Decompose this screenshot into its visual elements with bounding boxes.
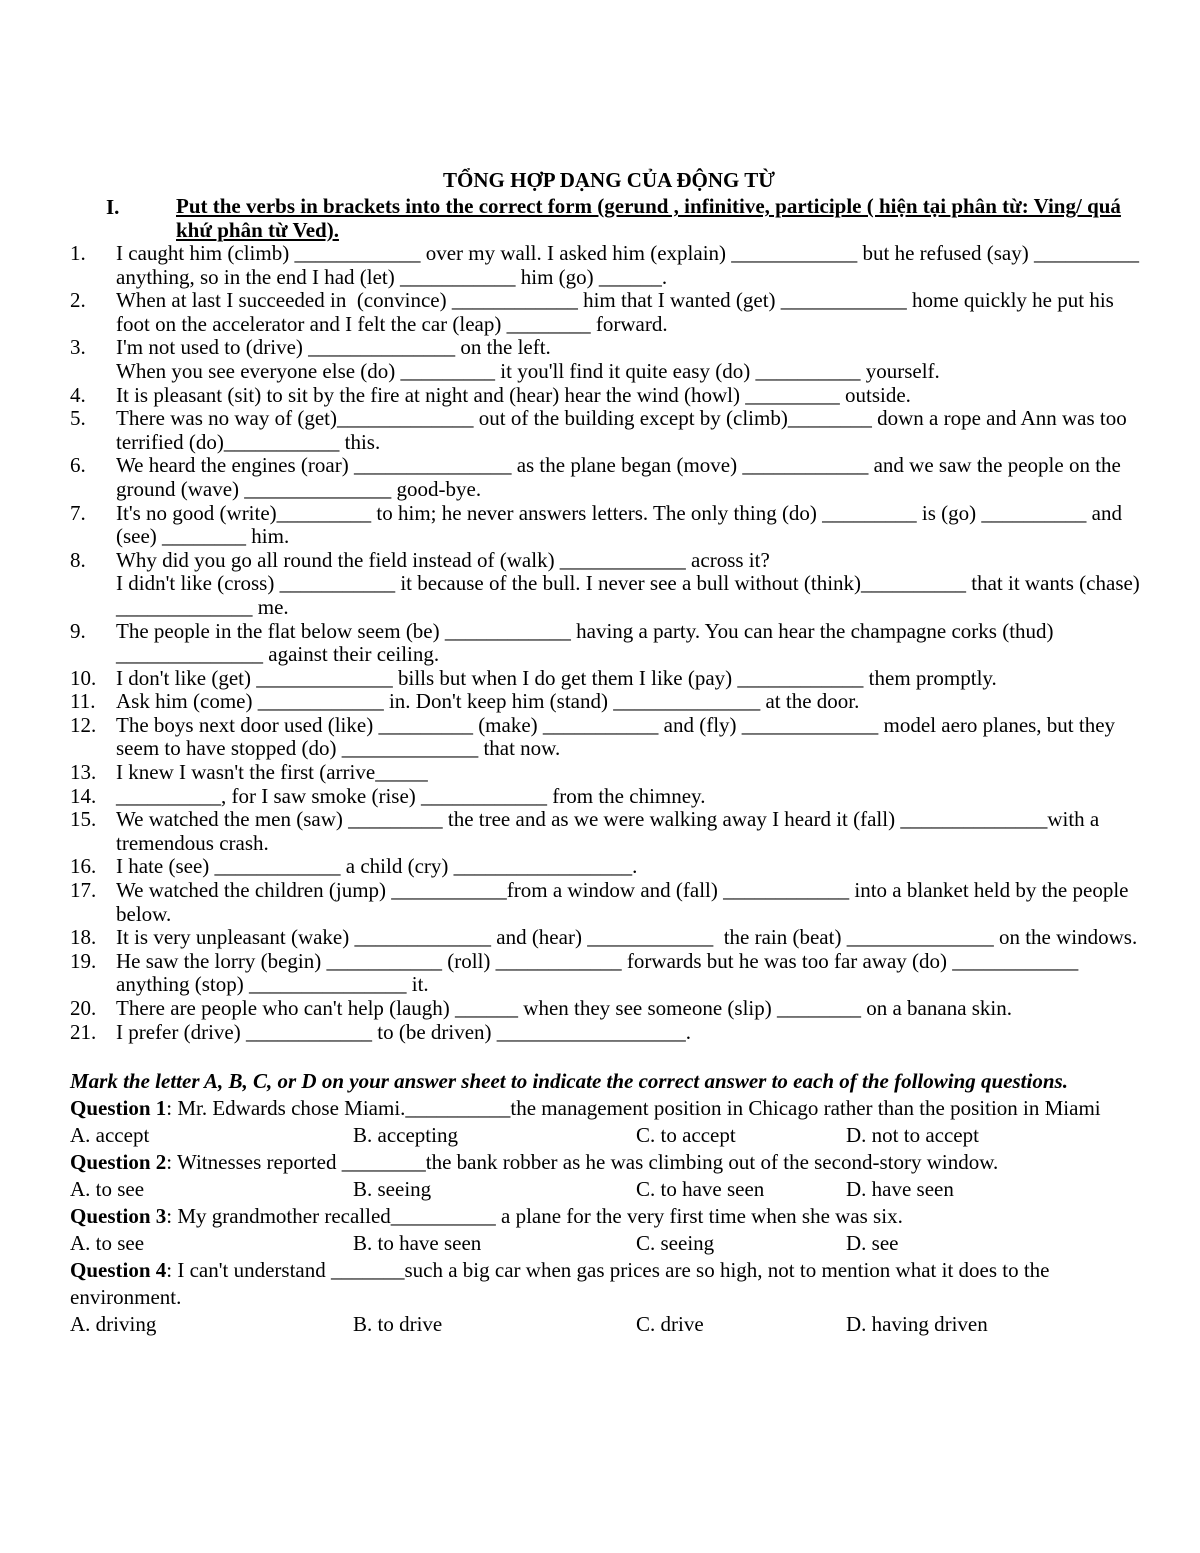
answer-options xyxy=(70,1311,1150,1338)
exercise-item xyxy=(70,714,1150,761)
item-number: 5. xyxy=(70,406,86,431)
exercise-item xyxy=(70,454,1150,501)
option-a: A. to see xyxy=(70,1177,145,1201)
question-text: : My grandmother recalled__________ a plane for the very first time when she was six. xyxy=(166,1204,903,1228)
page-title: TỔNG HỢP DẠNG CỦA ĐỘNG TỪ xyxy=(443,168,775,192)
question xyxy=(70,1095,1150,1122)
item-text: The people in the flat below seem (be) ____________ having a party. You can hear the champagne corks (thud) ______________ against their ceiling. xyxy=(116,618,1059,667)
option-b: B. to have seen xyxy=(353,1231,482,1255)
multiple-choice-section xyxy=(70,1068,1150,1338)
item-text: __________, for I saw smoke (rise) ____________ from the chimney. xyxy=(116,783,706,808)
item-text: There was no way of (get)_____________ out of the building except by (climb)________ down a rope and Ann was too terrified (do)___________ this. xyxy=(116,406,1132,454)
item-text: The boys next door used (like) _________ (make) ___________ and (fly) _____________ model aero planes, but they seem to have stopped (do) _____________ that now. xyxy=(116,712,1121,761)
item-number: 1. xyxy=(70,241,86,265)
question-text: : Witnesses reported ________the bank robber as he was climbing out of the second-story window. xyxy=(166,1150,999,1174)
exercise-item xyxy=(70,879,1150,926)
item-text: I prefer (drive) ____________ to (be driven) __________________. xyxy=(116,1019,692,1044)
option-b: B. seeing xyxy=(353,1177,432,1201)
answer-options xyxy=(70,1176,1150,1203)
question-text: : I can't understand _______such a big car when gas prices are so high, not to mention what it does to the environment. xyxy=(70,1258,1050,1309)
exercise-item xyxy=(70,690,1150,714)
exercise-item xyxy=(70,549,1150,620)
item-number: 7. xyxy=(70,500,86,525)
item-number: 15. xyxy=(70,807,97,832)
section-number: I. xyxy=(106,195,120,219)
option-c: C. to have seen xyxy=(636,1177,765,1201)
item-text: We heard the engines (roar) _______________ as the plane began (move) ____________ and we saw the people on the ground (wave) ______________ good-bye. xyxy=(116,453,1127,501)
option-a: A. driving xyxy=(70,1312,157,1336)
exercise-item xyxy=(70,242,1150,289)
exercise-item xyxy=(70,855,1150,879)
question-label: Question 2 xyxy=(70,1150,167,1174)
item-text: It is very unpleasant (wake) _____________ and (hear) ____________ the rain (beat) ______________ on the windows. xyxy=(116,925,1138,950)
option-d: D. see xyxy=(846,1231,899,1255)
exercise-item xyxy=(70,926,1150,950)
item-number: 16. xyxy=(70,854,97,879)
item-text: I'm not used to (drive) ______________ on the left. When you see everyone else (do) _________ it you'll find it quite easy (do) __________ yourself. xyxy=(116,335,940,383)
item-number: 13. xyxy=(70,760,97,785)
item-number: 12. xyxy=(70,712,97,737)
item-number: 2. xyxy=(70,288,86,313)
option-d: D. have seen xyxy=(846,1177,954,1201)
exercise-item xyxy=(70,761,1150,785)
option-a: A. accept xyxy=(70,1123,150,1147)
item-text: I don't like (get) _____________ bills but when I do get them I like (pay) ____________ them promptly. xyxy=(116,665,997,690)
question-label: Question 4 xyxy=(70,1258,167,1282)
item-number: 21. xyxy=(70,1019,97,1044)
answer-options xyxy=(70,1122,1150,1149)
option-a: A. to see xyxy=(70,1231,145,1255)
exercise-item xyxy=(70,1021,1150,1045)
question-text: : Mr. Edwards chose Miami.__________the management position in Chicago rather than the position in Miami xyxy=(166,1096,1101,1120)
question-label: Question 3 xyxy=(70,1204,167,1228)
item-number: 3. xyxy=(70,335,86,360)
question xyxy=(70,1149,1150,1176)
item-number: 11. xyxy=(70,689,96,714)
item-number: 14. xyxy=(70,783,97,808)
option-d: D. having driven xyxy=(846,1312,988,1336)
exercise-item xyxy=(70,667,1150,691)
item-text: When at last I succeeded in (convince) ____________ him that I wanted (get) ____________ home quickly he put his foot on the accelerator and I felt the car (leap) ________ forward. xyxy=(116,288,1120,336)
option-b: B. to drive xyxy=(353,1312,443,1336)
item-text: Ask him (come) ____________ in. Don't keep him (stand) ______________ at the door. xyxy=(116,689,860,714)
item-text: I knew I wasn't the first (arrive_____ xyxy=(116,760,428,785)
option-c: C. to accept xyxy=(636,1123,736,1147)
question xyxy=(70,1257,1150,1311)
answer-options xyxy=(70,1230,1150,1257)
section-instruction: Put the verbs in brackets into the correct form (gerund , infinitive, participle ( hiện tại phân từ: Ving/ quá khứ phân từ Ved). xyxy=(176,194,1121,242)
option-d: D. not to accept xyxy=(846,1123,979,1147)
mcq-instruction: Mark the letter A, B, C, or D on your answer sheet to indicate the correct answer to each of the following questions. xyxy=(70,1069,1068,1093)
exercise-item xyxy=(70,950,1150,997)
item-number: 20. xyxy=(70,996,97,1020)
item-number: 19. xyxy=(70,948,97,973)
option-c: C. drive xyxy=(636,1312,704,1336)
item-text: We watched the men (saw) _________ the tree and as we were walking away I heard it (fall) ______________with a tremendous crash. xyxy=(116,807,1105,855)
exercise-item xyxy=(70,407,1150,454)
exercise-item xyxy=(70,997,1150,1021)
item-text: He saw the lorry (begin) ___________ (roll) ____________ forwards but he was too far away (do) ____________ anything (stop) _______________ it. xyxy=(116,948,1084,997)
item-text: We watched the children (jump) ___________from a window and (fall) ____________ into a blanket held by the people below. xyxy=(116,878,1134,926)
item-number: 18. xyxy=(70,925,97,950)
question-label: Question 1 xyxy=(70,1096,167,1120)
item-text: There are people who can't help (laugh) ______ when they see someone (slip) ________ on a banana skin. xyxy=(116,996,1013,1020)
item-text: I caught him (climb) ____________ over my wall. I asked him (explain) ____________ but he refused (say) __________ anything, so in the end I had (let) ___________ him (go) ______. xyxy=(116,241,1145,289)
question xyxy=(70,1203,1150,1230)
item-text: It is pleasant (sit) to sit by the fire at night and (hear) hear the wind (howl) _________ outside. xyxy=(116,382,911,407)
exercise-item xyxy=(70,620,1150,667)
exercise-list xyxy=(70,242,1150,1044)
exercise-item xyxy=(70,336,1150,383)
item-number: 4. xyxy=(70,382,86,407)
option-b: B. accepting xyxy=(353,1123,458,1147)
item-number: 17. xyxy=(70,878,97,903)
item-text: I hate (see) ____________ a child (cry) _________________. xyxy=(116,854,638,879)
exercise-item xyxy=(70,808,1150,855)
exercise-item xyxy=(70,384,1150,408)
exercise-item xyxy=(70,502,1150,549)
item-text: Why did you go all round the field instead of (walk) ____________ across it? I didn't like (cross) ___________ it because of the bull. I never see a bull without (think)__________ that it wants (chase) _____________ me. xyxy=(116,547,1140,619)
item-text: It's no good (write)_________ to him; he never answers letters. The only thing (do) _________ is (go) __________ and (see) ________ him. xyxy=(116,500,1128,549)
exercise-item xyxy=(70,785,1150,809)
option-c: C. seeing xyxy=(636,1231,715,1255)
exercise-item xyxy=(70,289,1150,336)
item-number: 8. xyxy=(70,547,86,572)
item-number: 6. xyxy=(70,453,86,478)
item-number: 10. xyxy=(70,665,97,690)
item-number: 9. xyxy=(70,618,86,643)
